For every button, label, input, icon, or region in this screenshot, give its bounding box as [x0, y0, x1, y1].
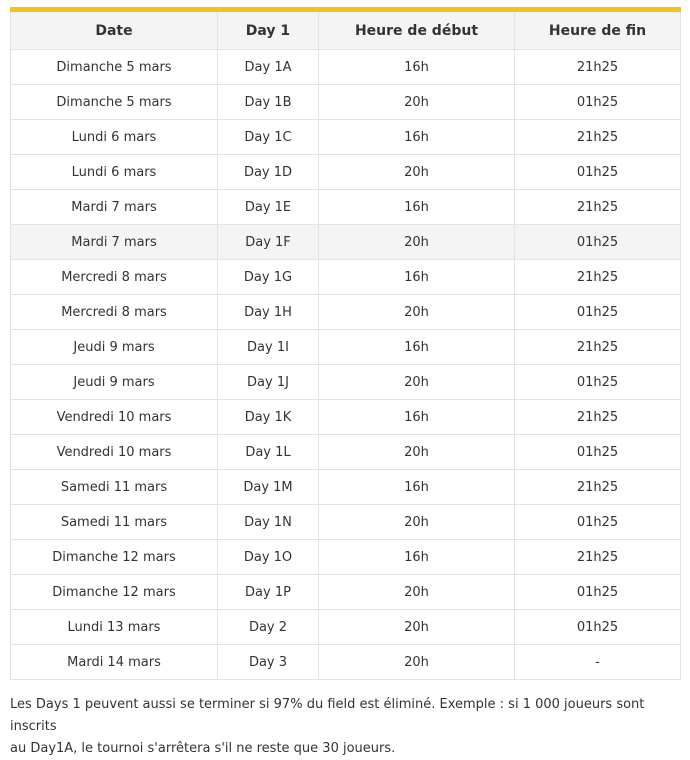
cell-day: Day 1N	[218, 505, 319, 540]
table-row	[11, 470, 681, 505]
cell-start-time: 20h	[319, 610, 515, 645]
cell-day: Day 1I	[218, 330, 319, 365]
table-row	[11, 400, 681, 435]
cell-date: Lundi 6 mars	[11, 155, 218, 190]
cell-day: Day 3	[218, 645, 319, 680]
cell-day: Day 1M	[218, 470, 319, 505]
cell-date: Lundi 13 mars	[11, 610, 218, 645]
table-row	[11, 435, 681, 470]
cell-date: Dimanche 12 mars	[11, 575, 218, 610]
table-row	[11, 120, 681, 155]
cell-start-time: 20h	[319, 225, 515, 260]
cell-start-time: 20h	[319, 365, 515, 400]
cell-start-time: 20h	[319, 505, 515, 540]
cell-end-time: 01h25	[515, 155, 681, 190]
cell-start-time: 16h	[319, 120, 515, 155]
cell-day: Day 2	[218, 610, 319, 645]
cell-end-time: 21h25	[515, 50, 681, 85]
cell-start-time: 20h	[319, 575, 515, 610]
cell-end-time: 01h25	[515, 365, 681, 400]
cell-start-time: 20h	[319, 155, 515, 190]
cell-start-time: 16h	[319, 190, 515, 225]
table-row	[11, 365, 681, 400]
cell-day: Day 1K	[218, 400, 319, 435]
cell-start-time: 16h	[319, 470, 515, 505]
cell-day: Day 1P	[218, 575, 319, 610]
cell-start-time: 20h	[319, 85, 515, 120]
cell-start-time: 16h	[319, 400, 515, 435]
table-row	[11, 505, 681, 540]
cell-day: Day 1E	[218, 190, 319, 225]
table-row	[11, 50, 681, 85]
column-header-date: Date	[11, 10, 218, 50]
cell-start-time: 20h	[319, 435, 515, 470]
cell-day: Day 1B	[218, 85, 319, 120]
cell-date: Mercredi 8 mars	[11, 260, 218, 295]
cell-day: Day 1F	[218, 225, 319, 260]
cell-end-time: 21h25	[515, 120, 681, 155]
footnote	[10, 694, 685, 760]
table-row	[11, 610, 681, 645]
cell-date: Samedi 11 mars	[11, 470, 218, 505]
cell-end-time: 21h25	[515, 470, 681, 505]
cell-start-time: 20h	[319, 295, 515, 330]
column-header-day: Day 1	[218, 10, 319, 50]
cell-end-time: 01h25	[515, 435, 681, 470]
cell-day: Day 1A	[218, 50, 319, 85]
table-row	[11, 85, 681, 120]
footnote-line-1: Les Days 1 peuvent aussi se terminer si 97% du field est éliminé. Exemple : si 1 000 joueurs sont inscrits	[10, 697, 645, 734]
cell-date: Jeudi 9 mars	[11, 330, 218, 365]
column-header-end-time: Heure de fin	[515, 10, 681, 50]
cell-end-time: 01h25	[515, 505, 681, 540]
cell-date: Vendredi 10 mars	[11, 400, 218, 435]
cell-day: Day 1D	[218, 155, 319, 190]
footnote-line-2: au Day1A, le tournoi s'arrêtera s'il ne reste que 30 joueurs.	[10, 741, 396, 756]
cell-date: Mercredi 8 mars	[11, 295, 218, 330]
table-body	[11, 50, 681, 680]
schedule-table-container	[10, 7, 680, 680]
table-header	[11, 10, 681, 50]
cell-day: Day 1G	[218, 260, 319, 295]
cell-end-time: 01h25	[515, 85, 681, 120]
column-header-start-time: Heure de début	[319, 10, 515, 50]
cell-day: Day 1C	[218, 120, 319, 155]
table-row	[11, 155, 681, 190]
cell-end-time: 01h25	[515, 610, 681, 645]
table-row	[11, 225, 681, 260]
cell-end-time: 01h25	[515, 225, 681, 260]
cell-start-time: 16h	[319, 50, 515, 85]
cell-start-time: 16h	[319, 540, 515, 575]
cell-date: Lundi 6 mars	[11, 120, 218, 155]
header-row	[11, 10, 681, 50]
cell-date: Vendredi 10 mars	[11, 435, 218, 470]
table-row	[11, 575, 681, 610]
cell-start-time: 20h	[319, 645, 515, 680]
cell-start-time: 16h	[319, 260, 515, 295]
cell-date: Samedi 11 mars	[11, 505, 218, 540]
cell-end-time: -	[515, 645, 681, 680]
table-row	[11, 260, 681, 295]
cell-date: Mardi 14 mars	[11, 645, 218, 680]
cell-day: Day 1H	[218, 295, 319, 330]
cell-end-time: 01h25	[515, 295, 681, 330]
cell-end-time: 21h25	[515, 540, 681, 575]
table-row	[11, 645, 681, 680]
cell-end-time: 01h25	[515, 575, 681, 610]
cell-date: Mardi 7 mars	[11, 225, 218, 260]
cell-date: Dimanche 5 mars	[11, 85, 218, 120]
cell-day: Day 1L	[218, 435, 319, 470]
cell-date: Jeudi 9 mars	[11, 365, 218, 400]
table-row	[11, 190, 681, 225]
cell-date: Dimanche 5 mars	[11, 50, 218, 85]
cell-end-time: 21h25	[515, 260, 681, 295]
table-row	[11, 540, 681, 575]
cell-end-time: 21h25	[515, 330, 681, 365]
cell-date: Dimanche 12 mars	[11, 540, 218, 575]
table-row	[11, 330, 681, 365]
cell-end-time: 21h25	[515, 190, 681, 225]
table-row	[11, 295, 681, 330]
schedule-table	[10, 7, 681, 680]
cell-end-time: 21h25	[515, 400, 681, 435]
cell-start-time: 16h	[319, 330, 515, 365]
cell-day: Day 1J	[218, 365, 319, 400]
cell-date: Mardi 7 mars	[11, 190, 218, 225]
cell-day: Day 1O	[218, 540, 319, 575]
